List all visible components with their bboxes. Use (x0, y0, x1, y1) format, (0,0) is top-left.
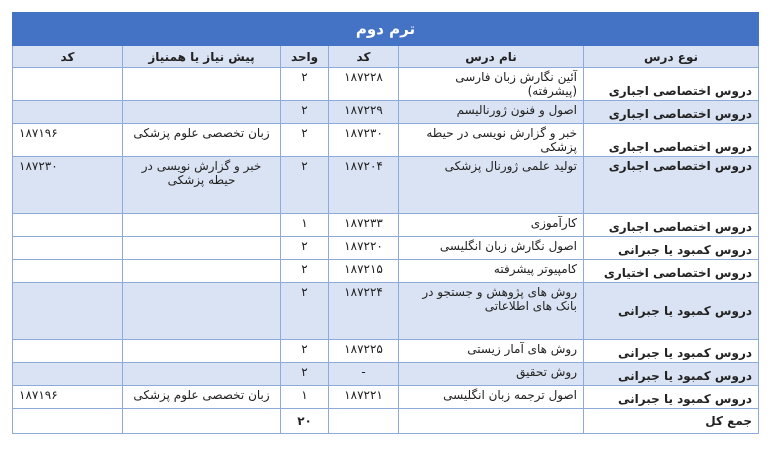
cell-units: ۱ (281, 214, 329, 237)
cell-name: کارآموزی (399, 214, 584, 237)
cell-name: روش تحقیق (399, 363, 584, 386)
header-prereq: پیش نیاز یا همنیاز (123, 46, 281, 68)
cell-units: ۲ (281, 124, 329, 157)
cell-name: اصول نگارش زبان انگلیسی (399, 237, 584, 260)
table-row (13, 124, 759, 157)
cell-prereq (123, 101, 281, 124)
cell-prereq (123, 68, 281, 101)
cell-type: دروس اختصاصی اجباری (584, 124, 759, 157)
table-row (13, 260, 759, 283)
cell-units: ۲ (281, 260, 329, 283)
cell-code: - (329, 363, 399, 386)
header-name: نام درس (399, 46, 584, 68)
cell-prereq (123, 237, 281, 260)
cell-units: ۲ (281, 283, 329, 340)
cell-prereq-code (13, 101, 123, 124)
cell-name: تولید علمی ژورنال پزشکی (399, 157, 584, 214)
table-row (13, 363, 759, 386)
cell-name: آئین نگارش زبان فارسی (پیشرفته) (399, 68, 584, 101)
cell-prereq-code (13, 260, 123, 283)
course-table-container (12, 12, 758, 434)
cell-type: دروس کمبود یا جبرانی (584, 340, 759, 363)
table-row (13, 157, 759, 214)
cell-type: دروس کمبود یا جبرانی (584, 363, 759, 386)
cell-type: دروس اختصاصی اجباری (584, 214, 759, 237)
cell-units: ۲ (281, 237, 329, 260)
cell-name: روش های آمار زیستی (399, 340, 584, 363)
cell-prereq-code (13, 363, 123, 386)
cell-type: دروس کمبود یا جبرانی (584, 237, 759, 260)
total-empty-name (399, 409, 584, 434)
cell-prereq-code (13, 340, 123, 363)
cell-prereq: خبر و گزارش نویسی در حیطه پزشکی (123, 157, 281, 214)
header-type: نوع درس (584, 46, 759, 68)
cell-code: ۱۸۷۲۲۵ (329, 340, 399, 363)
header-prereq-code: کد (13, 46, 123, 68)
cell-name: کامپیوتر پیشرفته (399, 260, 584, 283)
total-empty-prereq-code (13, 409, 123, 434)
cell-prereq (123, 340, 281, 363)
cell-prereq-code: ۱۸۷۱۹۶ (13, 124, 123, 157)
cell-prereq-code (13, 68, 123, 101)
cell-type: دروس کمبود یا جبرانی (584, 386, 759, 409)
cell-code: ۱۸۷۲۲۸ (329, 68, 399, 101)
cell-code: ۱۸۷۲۱۵ (329, 260, 399, 283)
cell-units: ۲ (281, 157, 329, 214)
cell-code: ۱۸۷۲۲۱ (329, 386, 399, 409)
cell-name: اصول ترجمه زبان انگلیسی (399, 386, 584, 409)
cell-units: ۱ (281, 386, 329, 409)
total-empty-code (329, 409, 399, 434)
cell-prereq (123, 214, 281, 237)
header-code: کد (329, 46, 399, 68)
cell-prereq-code: ۱۸۷۲۳۰ (13, 157, 123, 214)
table-row (13, 101, 759, 124)
table-row (13, 237, 759, 260)
cell-type: دروس اختصاصی اجباری (584, 68, 759, 101)
cell-prereq-code (13, 283, 123, 340)
cell-name: اصول و فنون ژورنالیسم (399, 101, 584, 124)
cell-name: روش های پژوهش و جستجو در بانک های اطلاعاتی (399, 283, 584, 340)
cell-code: ۱۸۷۲۳۳ (329, 214, 399, 237)
cell-name: خبر و گزارش نویسی در حیطه پزشکی (399, 124, 584, 157)
cell-prereq-code (13, 214, 123, 237)
cell-prereq: زبان تخصصی علوم پزشکی (123, 124, 281, 157)
table-row (13, 214, 759, 237)
table-row (13, 386, 759, 409)
cell-type: دروس اختصاصی اجباری (584, 157, 759, 214)
cell-code: ۱۸۷۲۲۰ (329, 237, 399, 260)
cell-type: دروس اختصاصی اجباری (584, 101, 759, 124)
course-table (12, 12, 759, 434)
cell-units: ۲ (281, 363, 329, 386)
cell-code: ۱۸۷۲۲۹ (329, 101, 399, 124)
table-row (13, 340, 759, 363)
total-empty-prereq (123, 409, 281, 434)
table-row (13, 283, 759, 340)
table-row (13, 68, 759, 101)
total-units: ۲۰ (281, 409, 329, 434)
cell-prereq (123, 363, 281, 386)
total-row (13, 409, 759, 434)
cell-prereq-code: ۱۸۷۱۹۶ (13, 386, 123, 409)
cell-prereq: زبان تخصصی علوم پزشکی (123, 386, 281, 409)
table-title: ترم دوم (13, 13, 759, 46)
cell-units: ۲ (281, 340, 329, 363)
cell-code: ۱۸۷۲۰۴ (329, 157, 399, 214)
cell-units: ۲ (281, 101, 329, 124)
cell-type: دروس اختصاصی اختیاری (584, 260, 759, 283)
cell-prereq-code (13, 237, 123, 260)
cell-code: ۱۸۷۲۳۰ (329, 124, 399, 157)
cell-prereq (123, 260, 281, 283)
cell-units: ۲ (281, 68, 329, 101)
cell-prereq (123, 283, 281, 340)
header-units: واحد (281, 46, 329, 68)
total-label: جمع کل (584, 409, 759, 434)
cell-type: دروس کمبود یا جبرانی (584, 283, 759, 340)
cell-code: ۱۸۷۲۲۴ (329, 283, 399, 340)
